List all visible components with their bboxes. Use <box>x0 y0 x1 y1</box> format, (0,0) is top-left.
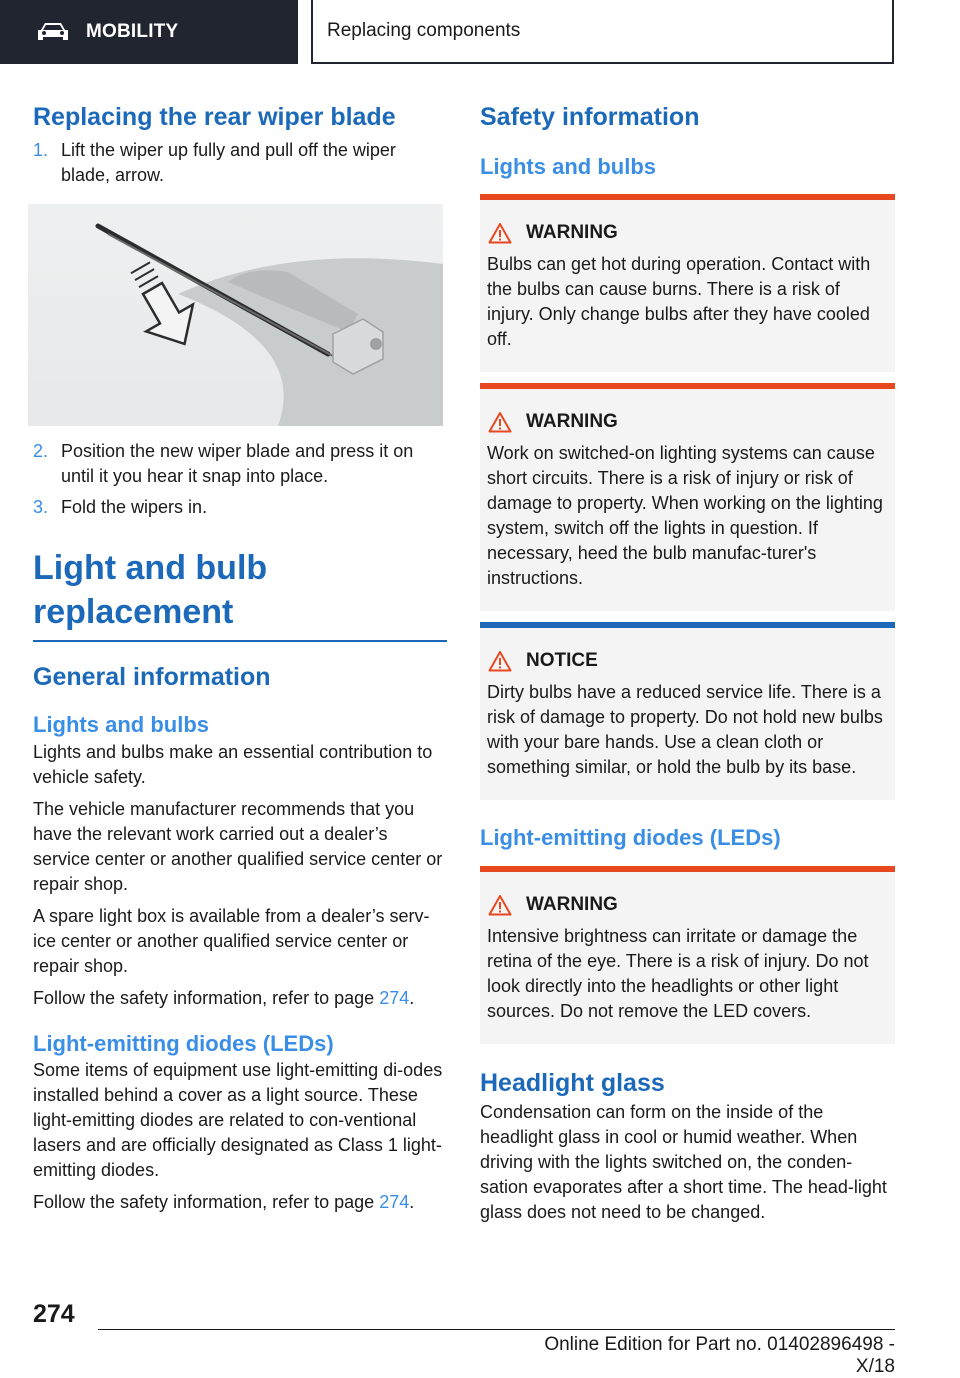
chapter-header <box>311 0 894 64</box>
step-number: 1. <box>33 140 49 160</box>
light-bulb-replacement-title: Light and bulb replacement <box>33 546 447 642</box>
warning-title: WARNING <box>488 411 887 433</box>
page-link[interactable]: 274 <box>379 1192 410 1213</box>
step-1 <box>33 138 447 188</box>
car-icon <box>36 21 70 43</box>
step-text: Fold the wipers in. <box>61 497 208 517</box>
lights-paragraph-2: The vehicle manufacturer recommends that you have the relevant work carried out a dealer’s service center or another qualified service center or repair shop. <box>33 798 443 894</box>
led-paragraph-2: Follow the safety information, refer to page 274. <box>33 1192 415 1213</box>
chapter-label: Replacing components <box>327 20 521 41</box>
right-column <box>480 100 895 1225</box>
notice-text: Dirty bulbs have a reduced service life. There is a risk of damage to property. Do not hold new bulbs with your bare hands. Use a clean cloth or something similar, or hold the bulb by its base. <box>487 682 883 778</box>
footer-divider <box>98 1329 895 1330</box>
lights-paragraph-1: Lights and bulbs make an essential contribution to vehicle safety. <box>33 741 433 787</box>
warning-triangle-icon <box>488 222 512 244</box>
step-text: Position the new wiper blade and press it on until it you hear it snap into place. <box>61 441 414 486</box>
warning-box-1 <box>480 194 895 372</box>
headlight-paragraph: Condensation can form on the inside of the headlight glass in cool or humid weather. When driving with the lights switched on, the conden‐sation evaporates after a short time. The head‐light glass does not need to be changed. <box>480 1101 887 1222</box>
warning-text: Intensive brightness can irritate or damage the retina of the eye. There is a risk of injury. Do not look directly into the headlights or other light sources. Do not remove the LED covers. <box>487 925 869 1021</box>
lights-bulbs-subtitle: Lights and bulbs <box>33 712 209 738</box>
section-label: MOBILITY <box>86 21 179 42</box>
wiper-illustration <box>28 204 443 426</box>
step-text: Lift the wiper up fully and pull off the wiper blade, arrow. <box>61 140 396 185</box>
warning-triangle-icon <box>488 650 512 672</box>
warning-triangle-icon <box>488 894 512 916</box>
page-link[interactable]: 274 <box>379 987 410 1008</box>
warning-triangle-icon <box>488 411 512 433</box>
safety-lights-subtitle: Lights and bulbs <box>480 154 656 179</box>
step-number: 3. <box>33 497 49 517</box>
headlight-glass-title: Headlight glass <box>480 1068 665 1097</box>
edition-label: Online Edition for Part no. 01402896498 - X/18 <box>544 1334 895 1377</box>
section-header <box>0 0 298 64</box>
step-3 <box>33 495 447 520</box>
warning-title: WARNING <box>488 222 887 244</box>
step-number: 2. <box>33 441 49 461</box>
rear-wiper-title: Replacing the rear wiper blade <box>33 103 396 131</box>
wiper-drawing <box>28 204 443 426</box>
warning-box-3 <box>480 866 895 1044</box>
step-2 <box>33 439 447 489</box>
warning-title: WARNING <box>488 894 887 916</box>
warning-box-2 <box>480 383 895 611</box>
left-column <box>33 100 447 1215</box>
lights-paragraph-3: A spare light box is available from a dealer’s serv‐ice center or another qualified service center or repair shop. <box>33 905 430 976</box>
warning-text: Bulbs can get hot during operation. Contact with the bulbs can cause burns. There is a risk of injury. Only change bulbs after they have cooled off. <box>487 254 871 350</box>
safety-info-title: Safety information <box>480 103 700 131</box>
warning-text: Work on switched-on lighting systems can cause short circuits. There is a risk of injury or risk of damage to property. When working on the lighting system, switch off the lights in question. If necessary, heed the bulb manufac‐turer's instructions. <box>487 443 883 589</box>
lights-paragraph-4: Follow the safety information, refer to page 274. <box>33 987 415 1008</box>
notice-box <box>480 622 895 800</box>
led-subtitle: Light-emitting diodes (LEDs) <box>33 1030 334 1056</box>
general-info-title: General information <box>33 663 271 692</box>
led-paragraph-1: Some items of equipment use light-emitting di‐odes installed behind a cover as a light source. These light-emitting diodes are related to con‐ventional lasers and are officially designated as Class 1 light-emitting diodes. <box>33 1060 443 1181</box>
safety-led-subtitle: Light-emitting diodes (LEDs) <box>480 825 781 851</box>
notice-title: NOTICE <box>488 650 887 672</box>
page-number: 274 <box>33 1300 75 1328</box>
